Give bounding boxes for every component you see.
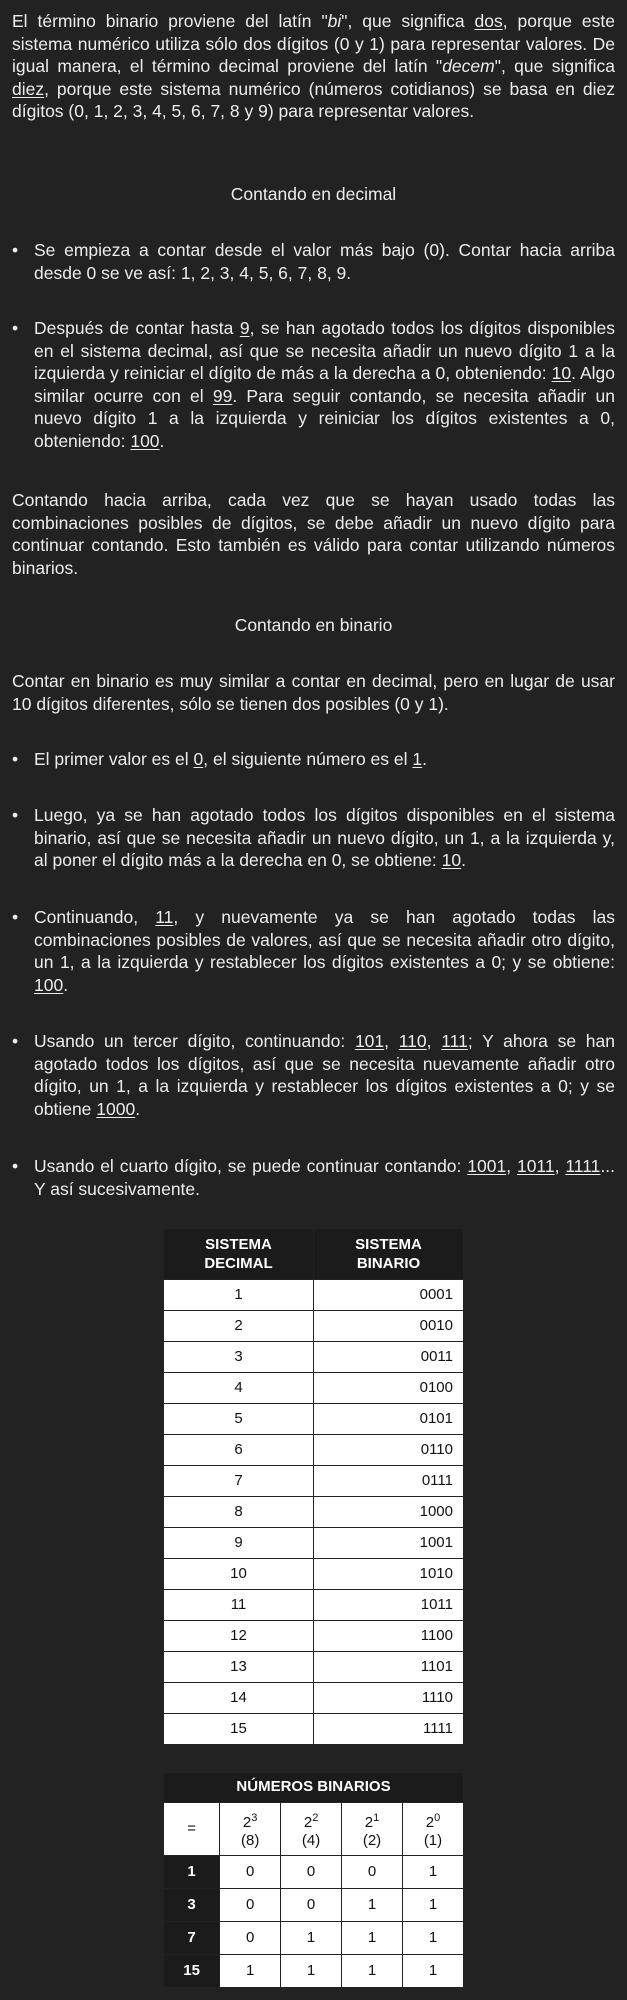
- bullet-text: Después de contar hasta: [34, 318, 240, 338]
- table-row: [164, 1590, 464, 1621]
- number-110: 110: [398, 1031, 427, 1051]
- bullet-text: Usando el cuarto dígito, se puede continuar contando:: [34, 1156, 468, 1176]
- table-row: [164, 1683, 464, 1714]
- table-row: [164, 1922, 464, 1955]
- bullet: •: [12, 805, 19, 825]
- binary-cell: 0110: [314, 1435, 464, 1466]
- header-text: BINARIO: [356, 1255, 421, 1272]
- bullet-text: . Algo similar ocurre con el: [34, 363, 615, 406]
- decimal-cell: 10: [164, 1559, 314, 1590]
- heading-decimal: Contando en decimal: [230, 184, 397, 204]
- intro-text: , porque este sistema numérico (números cotidianos) se basa en diez dígitos (0, 1, 2, 3, 4, 5, 6, 7, 8 y 9) para representar valores.: [12, 78, 615, 121]
- decimal-cell: 9: [164, 1528, 314, 1559]
- bullet: •: [12, 907, 19, 927]
- bullet-text: ; Y ahora se han agotado todos los dígitos, así que se necesita nuevamente añadir otro dígito, un 1, a la izquierda y restablecer los dígitos existentes a 0; y se obtiene: [34, 1031, 615, 1119]
- power-base: 2: [303, 1813, 313, 1831]
- table-row: [164, 1435, 464, 1466]
- header-binary: [314, 1229, 464, 1280]
- power-value: (4): [301, 1831, 321, 1849]
- decimal-cell: 2: [164, 1311, 314, 1342]
- power-value: (8): [240, 1831, 260, 1849]
- bullet-text: Usando un tercer dígito, continuando:: [34, 1031, 355, 1051]
- decimal-binary-table: [163, 1228, 464, 1745]
- binary-cell: 0101: [314, 1404, 464, 1435]
- bullet-text: ,: [384, 1031, 399, 1051]
- intro-text: ", que significa: [494, 56, 615, 76]
- bit-cell: 1: [342, 1922, 403, 1955]
- bullet-text: Se empieza a contar desde el valor más bajo (0). Contar hacia arriba desde 0 se ve así: 1, 2, 3, 4, 5, 6, 7, 8, 9.: [34, 240, 615, 283]
- decimal-cell: 12: [164, 1621, 314, 1652]
- binary-cell: 1110: [314, 1683, 464, 1714]
- header-decimal: [164, 1229, 314, 1280]
- bullet-text: , el siguiente número es el: [203, 749, 413, 769]
- list-item: [12, 239, 615, 284]
- number-0: 0: [193, 749, 204, 769]
- header-text: DECIMAL: [204, 1255, 273, 1272]
- row-number: 7: [164, 1922, 220, 1955]
- decimal-cell: 8: [164, 1497, 314, 1528]
- decimal-cell: 5: [164, 1404, 314, 1435]
- bullet: •: [12, 1031, 19, 1051]
- latin-bi: bi: [327, 11, 342, 31]
- intro-text: El término binario proviene del latín ": [12, 11, 328, 31]
- binary-cell: 1011: [314, 1590, 464, 1621]
- number-1: 1: [412, 749, 423, 769]
- bit-cell: 0: [220, 1889, 281, 1922]
- bullet-text: ,: [426, 1031, 442, 1051]
- row-number: 15: [164, 1955, 220, 1988]
- bit-cell: 1: [402, 1955, 463, 1988]
- table-caption: NÚMEROS BINARIOS: [164, 1773, 464, 1803]
- binary-paragraph: Contar en binario es muy similar a contar en decimal, pero en lugar de usar 10 dígitos diferentes, sólo se tienen dos posibles (0 y 1).: [12, 671, 615, 714]
- bullet-text: Continuando,: [34, 907, 156, 927]
- bullet-text: .: [135, 1098, 141, 1119]
- bullet: •: [12, 1156, 19, 1176]
- bit-cell: 1: [342, 1889, 403, 1922]
- heading-binary: Contando en binario: [234, 615, 393, 635]
- counting-paragraph: Contando hacia arriba, cada vez que se hayan usado todas las combinaciones posibles de dígitos, se debe añadir un nuevo dígito para continuar contando. Esto también es válido para contar utilizando números binarios.: [12, 490, 615, 578]
- bullet-text: .: [461, 850, 466, 870]
- binary-cell: 0011: [314, 1342, 464, 1373]
- bullet-text: .: [159, 430, 165, 451]
- latin-decem: decem: [442, 56, 495, 76]
- bullet-text: , se han agotado todos los dígitos disponibles en el sistema decimal, así que se necesita añadir un nuevo dígito 1 a la izquierda y reiniciar el dígito de más a la derecha a 0, obteniendo:: [34, 318, 616, 383]
- power-exponent: 0: [434, 1811, 441, 1824]
- table-row: [164, 1528, 464, 1559]
- power-value: (1): [423, 1831, 443, 1849]
- bullet: •: [12, 318, 19, 338]
- bit-cell: 0: [281, 1856, 342, 1889]
- bit-cell: 1: [402, 1922, 463, 1955]
- bit-cell: 0: [220, 1856, 281, 1889]
- decimal-cell: 1: [164, 1280, 314, 1311]
- list-item: [12, 1155, 615, 1200]
- binary-cell: 1111: [314, 1714, 464, 1745]
- word-dos: dos: [474, 11, 503, 31]
- intro-paragraph: [12, 10, 615, 123]
- table-row: [164, 1342, 464, 1373]
- bullet-text: Luego, ya se han agotado todos los dígitos disponibles en el sistema binario, así que se necesita añadir un nuevo dígito, un 1, a la izquierda y, al poner el dígito más a la derecha en 0, se obtiene:: [34, 805, 615, 870]
- power-exponent: 1: [373, 1811, 380, 1824]
- list-item: [12, 1030, 615, 1120]
- table-row: [164, 1497, 464, 1528]
- binary-cell: 0010: [314, 1311, 464, 1342]
- bit-cell: 1: [281, 1922, 342, 1955]
- power-header: [402, 1803, 463, 1856]
- bit-cell: 1: [281, 1955, 342, 1988]
- table-row: [164, 1955, 464, 1988]
- header-text: SISTEMA: [205, 1236, 272, 1253]
- number-100: 100: [34, 974, 64, 995]
- list-item: [12, 317, 615, 452]
- decimal-cell: 15: [164, 1714, 314, 1745]
- intro-text: , porque este sistema numérico utiliza sólo dos dígitos (0 y 1) para representar valores. De igual manera, el término decimal proviene del latín ": [12, 11, 615, 76]
- intro-text: ", que significa: [341, 11, 475, 31]
- binary-cell: 1100: [314, 1621, 464, 1652]
- binary-cell: 1001: [314, 1528, 464, 1559]
- row-number: 3: [164, 1889, 220, 1922]
- list-item: [12, 804, 615, 872]
- table-row: [164, 1280, 464, 1311]
- bit-cell: 0: [281, 1889, 342, 1922]
- bullet: •: [12, 240, 19, 260]
- number-1001: 1001: [467, 1156, 507, 1176]
- bit-cell: 0: [342, 1856, 403, 1889]
- bullet-text: ,: [506, 1156, 517, 1176]
- binary-cell: 1000: [314, 1497, 464, 1528]
- bullet-text: .: [422, 749, 427, 769]
- equals-cell: =: [164, 1803, 220, 1856]
- bit-cell: 1: [220, 1955, 281, 1988]
- bit-cell: 1: [402, 1856, 463, 1889]
- bit-cell: 1: [402, 1889, 463, 1922]
- number-1000: 1000: [96, 1098, 136, 1119]
- number-11: 11: [155, 907, 174, 927]
- binary-cell: 1101: [314, 1652, 464, 1683]
- power-base: 2: [425, 1813, 435, 1831]
- list-item: [12, 748, 615, 771]
- number-1111: 1111: [565, 1156, 601, 1176]
- number-101: 101: [354, 1031, 385, 1051]
- table-row: [164, 1652, 464, 1683]
- binary-cell: 0111: [314, 1466, 464, 1497]
- decimal-cell: 13: [164, 1652, 314, 1683]
- bullet-text: ... Y así sucesivamente.: [34, 1156, 615, 1199]
- power-base: 2: [364, 1813, 374, 1831]
- bullet-text: , y nuevamente ya se han agotado todas las combinaciones posibles de valores, así que se necesita añadir otro dígito, un 1, a la izquierda y restablecer los dígitos existentes a 0; y se obtiene:: [34, 907, 615, 972]
- bit-cell: 1: [342, 1955, 403, 1988]
- word-diez: diez: [12, 78, 45, 99]
- power-exponent: 2: [312, 1811, 319, 1824]
- number-99: 99: [212, 385, 233, 406]
- binary-cell: 0100: [314, 1373, 464, 1404]
- table-row: [164, 1373, 464, 1404]
- bullet-text: ,: [554, 1156, 566, 1176]
- number-10: 10: [551, 363, 572, 383]
- header-text: SISTEMA: [355, 1236, 422, 1253]
- decimal-cell: 4: [164, 1373, 314, 1404]
- table-row: [164, 1621, 464, 1652]
- table-row: [164, 1714, 464, 1745]
- binary-numbers-table: [163, 1772, 464, 1988]
- binary-cell: 0001: [314, 1280, 464, 1311]
- decimal-cell: 6: [164, 1435, 314, 1466]
- number-1011: 1011: [516, 1156, 555, 1176]
- bit-cell: 0: [220, 1922, 281, 1955]
- bullet-text: . Para seguir contando, se necesita añadir un nuevo dígito 1 a la izquierda y reiniciar los dígitos existentes a 0, obteniendo:: [34, 385, 615, 451]
- decimal-cell: 14: [164, 1683, 314, 1714]
- power-header: [342, 1803, 403, 1856]
- list-item: [12, 906, 615, 996]
- binary-cell: 1010: [314, 1559, 464, 1590]
- table-row: [164, 1889, 464, 1922]
- decimal-cell: 3: [164, 1342, 314, 1373]
- table-row: [164, 1559, 464, 1590]
- bullet-text: .: [63, 974, 69, 995]
- power-header: [220, 1803, 281, 1856]
- number-111: 111: [441, 1031, 468, 1051]
- power-value: (2): [362, 1831, 382, 1849]
- power-base: 2: [242, 1813, 252, 1831]
- table-row: [164, 1856, 464, 1889]
- row-number: 1: [164, 1856, 220, 1889]
- bullet: •: [12, 749, 19, 769]
- number-10: 10: [441, 850, 462, 870]
- power-exponent: 3: [251, 1811, 258, 1824]
- decimal-cell: 7: [164, 1466, 314, 1497]
- table-row: [164, 1404, 464, 1435]
- table-row: [164, 1466, 464, 1497]
- power-header: [281, 1803, 342, 1856]
- number-9: 9: [239, 318, 250, 338]
- bullet-text: El primer valor es el: [34, 749, 194, 769]
- number-100: 100: [130, 430, 160, 451]
- table-row: [164, 1311, 464, 1342]
- decimal-cell: 11: [164, 1590, 314, 1621]
